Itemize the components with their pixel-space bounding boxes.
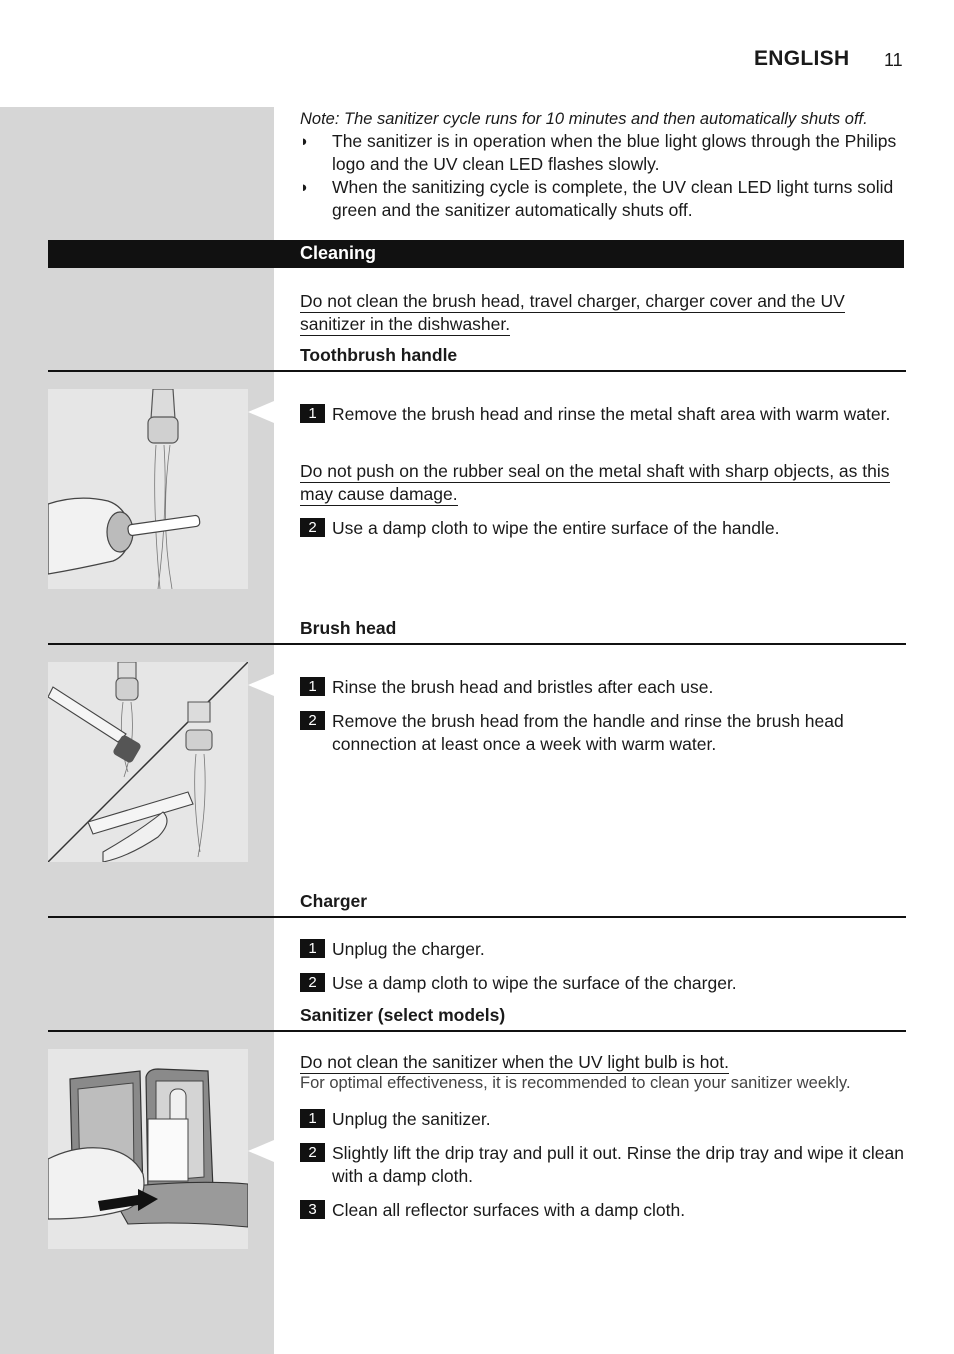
cleaning-tip: For optimal effectiveness, it is recommended to clean your sanitizer weekly. [300, 1074, 851, 1092]
divider [48, 916, 906, 918]
divider [48, 643, 906, 645]
divider [48, 370, 906, 372]
step-item [300, 710, 910, 756]
step-item [300, 938, 910, 961]
bullet-item [300, 176, 900, 222]
illustration-rinse-brush-head [48, 662, 248, 862]
subheading-brush-head: Brush head [300, 618, 397, 638]
callout-pointer [248, 1140, 274, 1162]
step-number: 2 [300, 518, 325, 537]
step-number: 2 [300, 711, 325, 730]
callout-pointer [248, 401, 274, 423]
page-number: 11 [884, 50, 903, 70]
step-number: 1 [300, 677, 325, 696]
step-text: Unplug the charger. [332, 939, 485, 959]
illustration-sanitizer-drip-tray [48, 1049, 248, 1249]
callout-pointer [248, 674, 274, 696]
step-item [300, 972, 910, 995]
subheading-sanitizer: Sanitizer (select models) [300, 1005, 506, 1025]
step-text: Remove the brush head from the handle and rinse the brush head connection at least once a week with warm water. [332, 711, 844, 754]
language-label: ENGLISH [754, 47, 850, 70]
bullet-text: When the sanitizing cycle is complete, the UV clean LED light turns solid green and the sanitizer automatically shuts off. [332, 177, 894, 220]
step-number: 1 [300, 939, 325, 958]
step-text: Rinse the brush head and bristles after each use. [332, 677, 714, 697]
bullet-text: The sanitizer is in operation when the blue light glows through the Philips logo and the UV clean LED flashes slowly. [332, 131, 897, 174]
divider [48, 1030, 906, 1032]
step-number: 2 [300, 1143, 325, 1162]
bullet-arrow-icon: ◗ [300, 133, 310, 150]
subheading-charger: Charger [300, 891, 368, 911]
step-text: Slightly lift the drip tray and pull it out. Rinse the drip tray and wipe it clean with a damp cloth. [332, 1143, 904, 1186]
step-item [300, 1142, 910, 1188]
step-item [300, 403, 910, 449]
step-number: 3 [300, 1200, 325, 1219]
step-text: Use a damp cloth to wipe the surface of the charger. [332, 973, 737, 993]
step-text: Use a damp cloth to wipe the entire surface of the handle. [332, 518, 780, 538]
dishwasher-warning: Do not clean the brush head, travel charger, charger cover and the UV sanitizer in the dishwasher. [300, 291, 845, 334]
step-text: Clean all reflector surfaces with a damp cloth. [332, 1200, 686, 1220]
hot-bulb-warning: Do not clean the sanitizer when the UV light bulb is hot. [300, 1052, 729, 1072]
step-number: 1 [300, 404, 325, 423]
subheading-toothbrush-handle: Toothbrush handle [300, 345, 458, 365]
step-number: 2 [300, 973, 325, 992]
step-item [300, 1199, 910, 1222]
sanitizer-cycle-note: Note: The sanitizer cycle runs for 10 minutes and then automatically shuts off. [300, 110, 868, 128]
step-item [300, 676, 910, 699]
step-item [300, 517, 910, 540]
step-text: Remove the brush head and rinse the metal shaft area with warm water. [332, 404, 891, 424]
step-item [300, 1108, 910, 1131]
section-bar-cleaning [48, 240, 904, 268]
illustration-rinse-handle [48, 389, 248, 589]
step-text: Unplug the sanitizer. [332, 1109, 491, 1129]
bullet-item [300, 130, 900, 176]
step-number: 1 [300, 1109, 325, 1128]
sharp-objects-caution: Do not push on the rubber seal on the metal shaft with sharp objects, as this may cause damage. [300, 461, 890, 504]
section-title: Cleaning [300, 243, 377, 263]
bullet-arrow-icon: ◗ [300, 179, 310, 196]
